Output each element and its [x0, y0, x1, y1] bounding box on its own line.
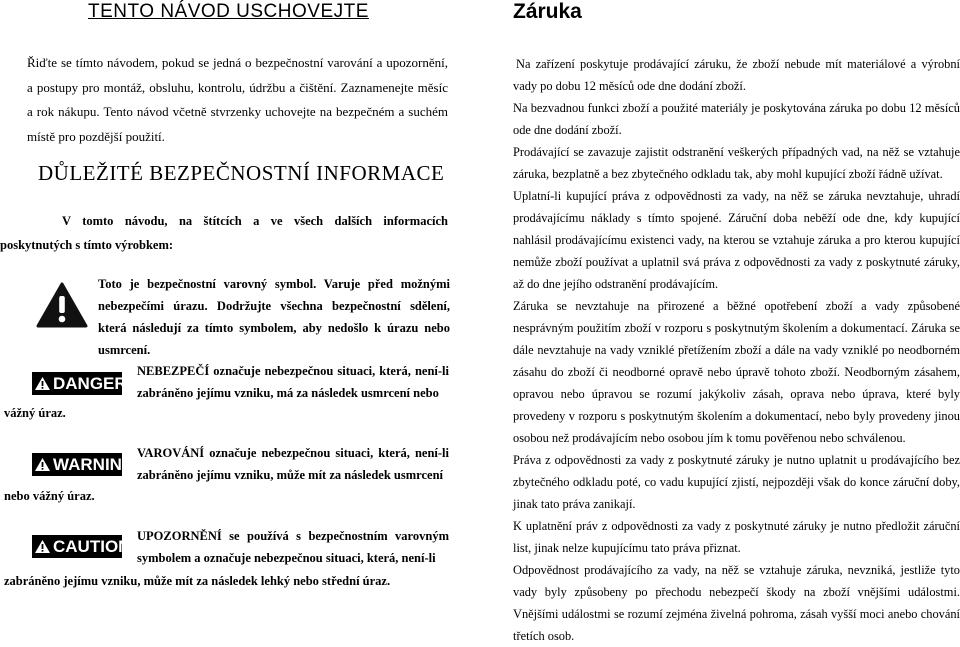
small-alert-triangle-icon [34, 376, 51, 391]
warning-signal-label [32, 453, 136, 476]
warranty-paragraph: Na bezvadnou funkci zboží a použité materiály je poskytována záruka po dobu 12 měsíců ode dne dodání zboží. [513, 101, 960, 137]
danger-description-tail: vážný úraz. [4, 406, 66, 420]
caution-signal-label [32, 535, 131, 558]
right-column [505, 0, 960, 643]
safety-intro-paragraph: V tomto návodu, na štítcích a ve všech dalších informacích poskytnutých s tímto výrobkem: [0, 214, 448, 252]
caution-description: UPOZORNĚNÍ se používá s bezpečnostním varovným symbolem a označuje nebezpečnou situaci, která, není-li [137, 529, 449, 565]
intro-paragraph: Řiďte se tímto návodem, pokud se jedná o bezpečnostní varování a upozornění, a postupy pro montáž, obsluhu, kontrolu, údržbu a čištění. Zaznamenejte měsíc a rok nákupu. Tento návod včetně stvrzenky uchovejte na bezpečném a suchém místě pro pozdější použití. [27, 55, 448, 144]
warranty-paragraph: K uplatnění práv z odpovědnosti za vady z poskytnuté záruky je nutno předložit záruční list, jinak nelze kupujícímu tato práva přiznat. [513, 519, 960, 555]
danger-signal-label [32, 372, 127, 395]
warranty-text [513, 53, 960, 647]
warranty-paragraph: Odpovědnost prodávajícího za vady, na něž se vztahuje záruka, nevzniká, jestliže tyto vady byly způsobeny po přechodu nebezpečí škody na zboží vnějšími událostmi. Vnějšími událostmi se rozumí zejména živelná pohroma, zásah vyšší moci anebo chování třetích osob. [513, 563, 960, 643]
small-alert-triangle-icon [34, 457, 51, 472]
warning-description: VAROVÁNÍ označuje nebezpečnou situaci, která, není-li zabráněno jejímu vzniku, může mít za následek usmrcení [137, 446, 449, 482]
danger-description: NEBEZPEČÍ označuje nebezpečnou situaci, která, není-li zabráněno jejímu vzniku, má za následek usmrcení nebo [137, 364, 449, 400]
warranty-paragraph: Práva z odpovědnosti za vady z poskytnuté záruky je nutno uplatnit u prodávajícího bez zbytečného odkladu poté, co vadu kupující zjistí, nejpozději však do konce záruční doby, jinak tato práva zanikají. [513, 453, 960, 511]
warning-description-tail: nebo vážný úraz. [4, 489, 95, 503]
small-alert-triangle-icon [34, 539, 51, 554]
page-title-keep-manual: TENTO NÁVOD USCHOVEJTE [88, 1, 369, 22]
caution-label-text: CAUTION [53, 537, 131, 556]
caution-description-tail: zabráněno jejímu vzniku, může mít za následek lehký nebo střední úraz. [4, 574, 391, 588]
warning-triangle-icon [36, 282, 88, 328]
warranty-paragraph: Prodávající se zavazuje zajistit odstranění veškerých případných vad, na něž se vztahuje záruka, bezplatně a bez zbytečného odkladu tak, aby mohl kupující zboží řádně užívat. [513, 145, 960, 181]
warning-label-text: WARNING [53, 455, 136, 474]
warranty-paragraph: Na zařízení poskytuje prodávající záruku, že zboží nebude mít materiálové a výrobní vady po dobu 12 měsíců ode dne dodání zboží. [513, 57, 960, 93]
safety-section-heading: DŮLEŽITÉ BEZPEČNOSTNÍ INFORMACE [38, 161, 445, 185]
left-column [0, 0, 470, 618]
safety-symbol-explanation: Toto je bezpečnostní varovný symbol. Varuje před možnými nebezpečími úrazu. Dodržujte všechna bezpečnostní sdělení, která následují za tímto symbolem, aby nedošlo k úrazu nebo usmrcení. [98, 277, 450, 357]
warranty-paragraph: Záruka se nevztahuje na přirozené a běžné opotřebení zboží a vady způsobené nesprávným použitím zboží v rozporu s poskytnutým školením a dokumentací. Záruka se dále nevztahuje na vady vzniklé přetížením zboží a dále na vady vzniklé po neodborném zásahu do zboží či neodborné opravě nebo úpravě tohoto zboží. Neodborným zásahem, opravou nebo úpravou se rozumí jakýkoliv zásah, oprava nebo úprava, které byly provedeny v rozporu s poskytnutým školením a dokumentací, nebo byly provedeny jinou osobou než prodávajícím nebo osobou jím k tomu pověřenou nebo schválenou. [513, 299, 960, 445]
danger-label-text: DANGER [53, 374, 127, 393]
warranty-paragraph: Uplatní-li kupující práva z odpovědnosti za vady, na něž se záruka nevztahuje, uhradí prodávajícímu náklady s tímto spojené. Záruční doba neběží ode dne, kdy kupující nahlásil prodávajícímu existenci vady, na kterou se vztahuje záruka a pro kterou kupující nemůže zboží používat a uplatnil svá práva z odpovědnosti za vady z poskytnuté záruky, až do dne jejího odstranění prodávajícím. [513, 189, 960, 291]
warranty-title: Záruka [513, 0, 582, 23]
